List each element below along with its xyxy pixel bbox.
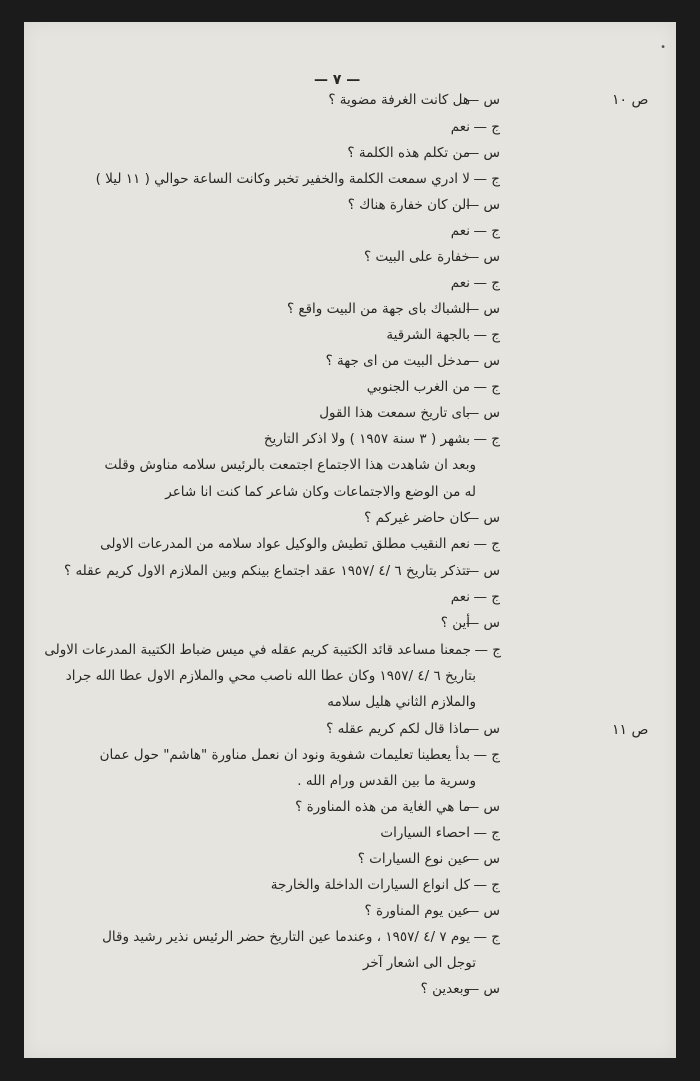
margin-note-p10: ص ١٠ (612, 92, 649, 108)
question-line (364, 903, 500, 919)
margin-note-p11: ص ١١ (612, 722, 649, 738)
line-text: له من الوضع والاجتماعات وكان شاعر كما كنت انا شاعر (165, 484, 476, 500)
line-text: بشهر ( ٣ سنة ١٩٥٧ ) ولا اذكر التاريخ (263, 431, 470, 447)
speaker-marker: ج — (473, 747, 500, 763)
speaker-marker: ج — (473, 223, 500, 239)
answer-line (451, 119, 500, 135)
answer-line (367, 379, 500, 395)
question-line (347, 145, 500, 161)
speaker-marker: س — (465, 981, 500, 997)
question-line (295, 799, 500, 815)
line-text: الشباك باى جهة من البيت واقع ؟ (286, 301, 470, 317)
speaker-marker: س — (465, 405, 500, 421)
speaker-marker: ج — (473, 877, 500, 893)
speaker-marker: س — (465, 145, 500, 161)
edge-mark: • (660, 42, 666, 53)
page-number: — ٧ — (314, 72, 361, 88)
question-line (364, 510, 500, 526)
line-text: كل انواع السيارات الداخلة والخارجة (270, 877, 470, 893)
line-text: باى تاريخ سمعت هذا القول (319, 405, 470, 421)
document-page (24, 22, 676, 1058)
line-text: تتذكر بتاريخ ٦ /٤ /١٩٥٧ عقد اجتماع بينكم وبين الملازم الاول كريم عقله ؟ (63, 563, 470, 579)
line-text: نعم النقيب مطلق تطيش والوكيل عواد سلامه من المدرعات الاولى (100, 536, 470, 552)
line-text: الن كان خفارة هناك ؟ (347, 197, 470, 213)
speaker-marker: ج — (473, 536, 500, 552)
speaker-marker: س — (465, 249, 500, 265)
speaker-marker: س — (465, 799, 500, 815)
speaker-marker: س — (465, 197, 500, 213)
answer-line (44, 642, 501, 658)
line-text: عين يوم المناورة ؟ (364, 903, 470, 919)
line-text: وبعدين ؟ (420, 981, 470, 997)
question-line (64, 563, 500, 579)
continuation-line (66, 668, 476, 684)
answer-line (451, 223, 500, 239)
speaker-marker: س — (465, 615, 500, 631)
line-text: وبعد ان شاهدت هذا الاجتماع اجتمعت بالرئيس سلامه مناوش وقلت (104, 457, 476, 473)
line-text: من تكلم هذه الكلمة ؟ (347, 145, 470, 161)
speaker-marker: س — (465, 301, 500, 317)
line-text: والملازم الثاني هليل سلامه (327, 694, 476, 710)
speaker-marker: س — (465, 851, 500, 867)
line-text: من الغرب الجنوبي (366, 379, 470, 395)
answer-line (271, 877, 500, 893)
answer-line (102, 929, 500, 945)
answer-line (100, 536, 500, 552)
answer-line (451, 589, 500, 605)
speaker-marker: ج — (474, 642, 501, 658)
question-line (326, 721, 500, 737)
line-text: وسرية ما بين القدس ورام الله . (297, 773, 476, 789)
answer-line (264, 431, 500, 447)
question-line (287, 301, 500, 317)
speaker-marker: ج — (473, 119, 500, 135)
line-text: جمعنا مساعد قائد الكتيبة كريم عقله في ميس ضباط الكتيبة المدرعات الاولى (44, 642, 471, 658)
line-text: ما هي الغاية من هذه المناورة ؟ (295, 799, 470, 815)
question-line (319, 405, 500, 421)
speaker-marker: س — (465, 510, 500, 526)
line-text: بالجهة الشرقية (386, 327, 470, 343)
line-text: نعم (450, 275, 470, 291)
question-line (328, 92, 500, 108)
continuation-line (327, 694, 476, 710)
continuation-line (297, 773, 476, 789)
line-text: نعم (450, 589, 470, 605)
line-text: توجل الى اشعار آخر (362, 955, 476, 971)
question-line (441, 615, 500, 631)
speaker-marker: ج — (473, 825, 500, 841)
speaker-marker: س — (465, 353, 500, 369)
speaker-marker: ج — (473, 327, 500, 343)
speaker-marker: ج — (473, 589, 500, 605)
line-text: أين ؟ (440, 615, 470, 631)
line-text: كان حاضر غيركم ؟ (364, 510, 470, 526)
answer-line (96, 171, 500, 187)
line-text: مدخل البيت من اى جهة ؟ (325, 353, 470, 369)
question-line (358, 851, 500, 867)
answer-line (386, 327, 500, 343)
speaker-marker: س — (465, 903, 500, 919)
line-text: خفارة على البيت ؟ (364, 249, 470, 265)
answer-line (380, 825, 500, 841)
line-text: يوم ٧ /٤ /١٩٥٧ ، وعندما عين التاريخ حضر الرئيس نذير رشيد وقال (102, 929, 470, 945)
continuation-line (165, 484, 476, 500)
question-line (421, 981, 500, 997)
line-text: احصاء السيارات (380, 825, 470, 841)
speaker-marker: س — (465, 721, 500, 737)
speaker-marker: س — (465, 92, 500, 108)
line-text: هل كانت الغرفة مضوية ؟ (328, 92, 470, 108)
question-line (364, 249, 500, 265)
question-line (348, 197, 500, 213)
line-text: نعم (450, 223, 470, 239)
line-text: لا ادري سمعت الكلمة والخفير تخبر وكانت الساعة حوالي ( ١١ ليلا ) (95, 171, 470, 187)
answer-line (451, 275, 500, 291)
speaker-marker: ج — (473, 275, 500, 291)
line-text: بتاريخ ٦ /٤ /١٩٥٧ وكان عطا الله ناصب محي والملازم الاول عطا الله جراد (65, 668, 476, 684)
continuation-line (105, 457, 476, 473)
speaker-marker: ج — (473, 929, 500, 945)
line-text: عين نوع السيارات ؟ (357, 851, 470, 867)
continuation-line (363, 955, 476, 971)
speaker-marker: ج — (473, 379, 500, 395)
line-text: نعم (450, 119, 470, 135)
line-text: ماذا قال لكم كريم عقله ؟ (326, 721, 470, 737)
speaker-marker: س — (465, 563, 500, 579)
answer-line (100, 747, 500, 763)
question-line (326, 353, 500, 369)
speaker-marker: ج — (473, 431, 500, 447)
line-text: بدأ يعطينا تعليمات شفوية ونود ان نعمل مناورة "هاشم" حول عمان (99, 747, 470, 763)
speaker-marker: ج — (473, 171, 500, 187)
